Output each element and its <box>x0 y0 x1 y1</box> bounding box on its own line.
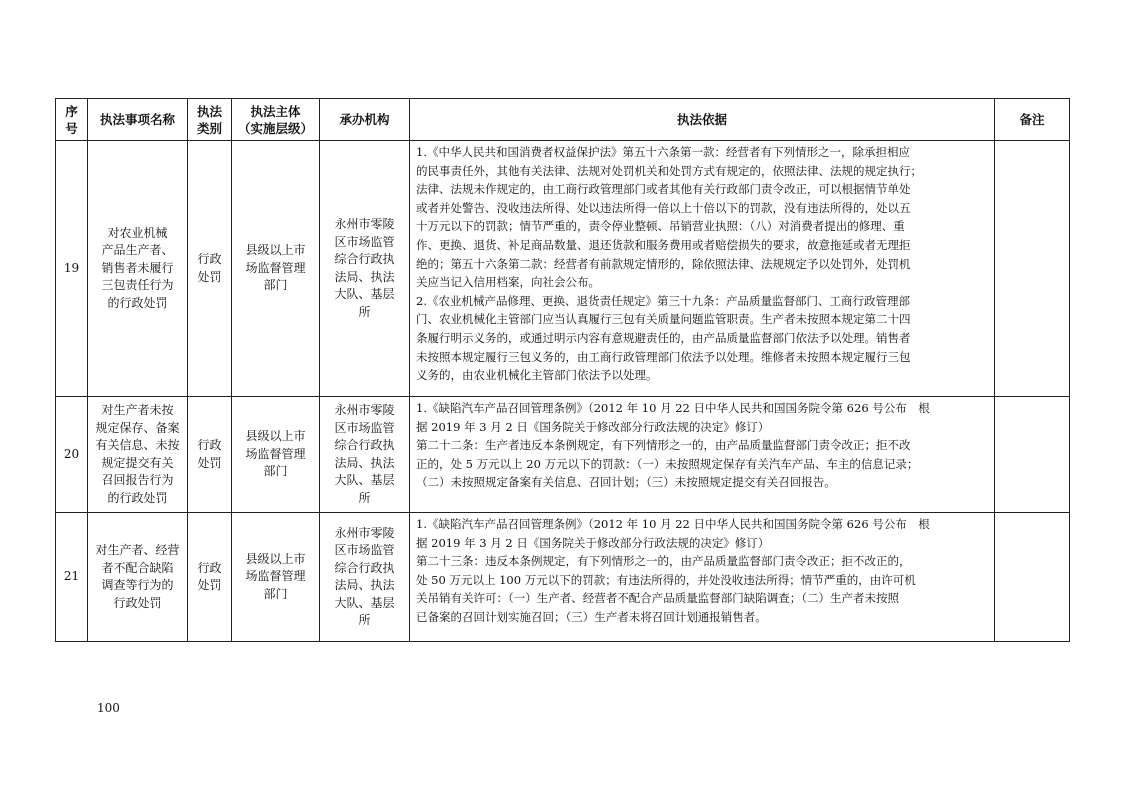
row-category-text: 行政 处罚 <box>197 252 222 284</box>
row-subject-text: 县级以上市 场监督管理 部门 <box>245 243 306 293</box>
header-subject <box>232 99 320 141</box>
header-basis <box>410 99 995 141</box>
row-no <box>56 397 88 513</box>
header-name-text: 执法事项名称 <box>99 112 175 127</box>
row-name-text: 对生产者、经营 者不配合缺陷 调查等行为的 行政处罚 <box>95 543 180 610</box>
row-remark <box>995 397 1070 513</box>
row-category-text: 行政 处罚 <box>197 438 222 470</box>
row-agency-text: 永州市零陵 区市场监管 综合行政执 法局、执法 大队、基层 所 <box>334 217 395 319</box>
row-name <box>88 141 188 397</box>
row-no-text: 20 <box>63 446 80 461</box>
header-remark <box>995 99 1070 141</box>
header-name <box>88 99 188 141</box>
header-category-text: 执法 类别 <box>196 103 222 136</box>
row-remark <box>995 141 1070 397</box>
header-basis-text: 执法依据 <box>676 112 727 127</box>
row-no <box>56 141 88 397</box>
row-agency <box>320 141 410 397</box>
row-category <box>188 513 232 642</box>
enforcement-items-table <box>55 98 1070 642</box>
row-name-text: 对农业机械 产品生产者、 销售者未履行 三包责任行为 的行政处罚 <box>101 225 174 310</box>
table-row <box>56 141 1070 397</box>
row-agency-text: 永州市零陵 区市场监管 综合行政执 法局、执法 大队、基层 所 <box>334 403 395 505</box>
header-no-text: 序 号 <box>65 103 78 136</box>
header-agency <box>320 99 410 141</box>
row-remark <box>995 513 1070 642</box>
header-remark-text: 备注 <box>1019 112 1045 127</box>
row-category-text: 行政 处罚 <box>197 560 222 592</box>
row-agency-text: 永州市零陵 区市场监管 综合行政执 法局、执法 大队、基层 所 <box>334 525 395 627</box>
table-header-row <box>56 99 1070 141</box>
row-basis-paragraph-1: 1.《中华人民共和国消费者权益保护法》第五十六条第一款：经营者有下列情形之一，除承担相应 的民事责任外，其他有关法律、法规对处罚机关和处罚方式有规定的，依照法律、法规的规定执行； 法律、法规未作规定的，由工商行政管理部门或者其他有关行政部门责令改正，可以根据情节单处 或者并处警告、没收违法所得、处以违法所得一倍以上十倍以下的罚款，没有违法所得的，处以五 十万元以下的罚款；情节严重的，责令停业整顿、吊销营业执照：（八）对消费者提出的修理、重 作、更换、退货、补足商品数量、退还货款和服务费用或者赔偿损失的要求，故意拖延或者无理拒 绝的；第五十六条第二款：经营者有前款规定情形的，除依照法律、法规规定予以处罚外，处罚机 关应当记入信用档案，向社会公布。 <box>416 145 922 290</box>
row-no-text: 19 <box>63 260 80 275</box>
row-name <box>88 397 188 513</box>
header-no <box>56 99 88 141</box>
row-subject <box>232 141 320 397</box>
row-basis <box>410 141 995 397</box>
row-basis-paragraph-1: 1.《缺陷汽车产品召回管理条例》（2012 年 10 月 22 日中华人民共和国国务院令第 626 号公布 根 据 2019 年 3 月 2 日《国务院关于修改部分行政法规的决定》修订） 第二十二条：生产者违反本条例规定，有下列情形之一的，由产品质量监督部门责令改正；拒不改 正的，处 5 万元以上 20 万元以下的罚款：（一）未按照规定保存有关汽车产品、车主的信息记录； （二）未按照规定备案有关信息、召回计划；（三）未按照规定提交有关召回报告。 <box>416 401 930 490</box>
header-category <box>188 99 232 141</box>
row-agency <box>320 397 410 513</box>
row-subject-text: 县级以上市 场监督管理 部门 <box>245 551 306 601</box>
row-category <box>188 397 232 513</box>
row-subject <box>232 513 320 642</box>
row-no <box>56 513 88 642</box>
row-basis-paragraph-1: 1.《缺陷汽车产品召回管理条例》（2012 年 10 月 22 日中华人民共和国国务院令第 626 号公布 根 据 2019 年 3 月 2 日《国务院关于修改部分行政法规的决定》修订） 第二十三条：违反本条例规定，有下列情形之一的，由产品质量监督部门责令改正；拒不改正的， 处 50 万元以上 100 万元以下的罚款；有违法所得的，并处没收违法所得；情节严重的，由许可机 关吊销有关许可：（一）生产者、经营者不配合产品质量监督部门缺陷调查；（二）生产者未按照 已备案的召回计划实施召回；（三）生产者未将召回计划通报销售者。 <box>416 517 930 624</box>
row-subject-text: 县级以上市 场监督管理 部门 <box>245 429 306 479</box>
row-name <box>88 513 188 642</box>
row-subject <box>232 397 320 513</box>
header-agency-text: 承办机构 <box>339 112 390 127</box>
table-row <box>56 397 1070 513</box>
header-subject-text: 执法主体 （实施层级） <box>237 103 313 136</box>
row-category <box>188 141 232 397</box>
row-agency <box>320 513 410 642</box>
row-no-text: 21 <box>63 569 80 584</box>
row-basis <box>410 513 995 642</box>
table-row <box>56 513 1070 642</box>
row-basis-paragraph-2: 2.《农业机械产品修理、更换、退货责任规定》第三十九条：产品质量监督部门、工商行政管理部 门、农业机械化主管部门应当认真履行三包有关质量问题监管职责。生产者未按照本规定第二十四 条履行明示义务的，或通过明示内容有意规避责任的，由产品质量监督部门依法予以处理。销售者 未按照本规定履行三包义务的，由工商行政管理部门依法予以处理。维修者未按照本规定履行三包 义务的，由农业机械化主管部门依法予以处理。 <box>416 293 911 383</box>
row-basis <box>410 397 995 513</box>
page-number: 100 <box>97 701 120 715</box>
row-name-text: 对生产者未按 规定保存、备案 有关信息、未按 规定提交有关 召回报告行为 的行政处罚 <box>95 403 180 505</box>
